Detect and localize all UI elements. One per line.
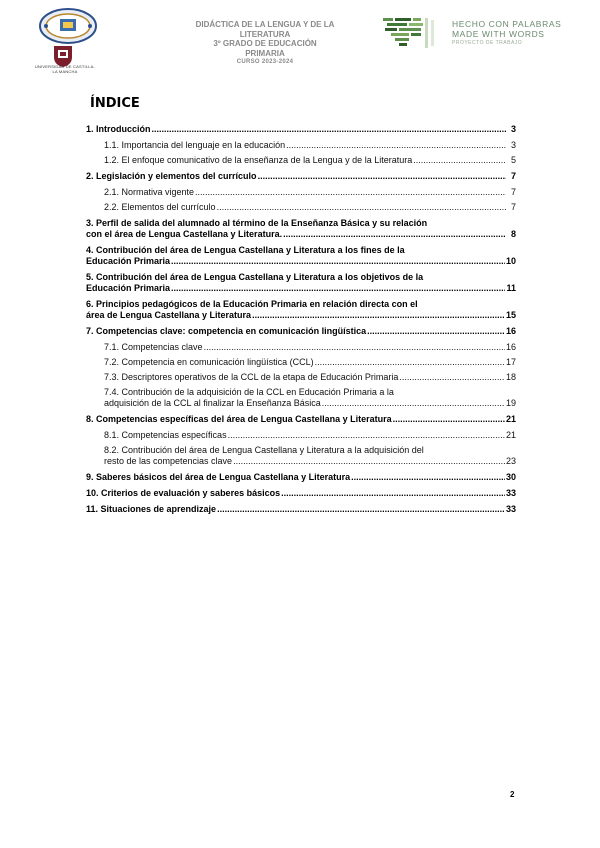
toc-page-number: 19 xyxy=(505,398,516,408)
toc-entry-text: 1. Introducción xyxy=(86,124,151,134)
toc-entry-text: 1.1. Importancia del lenguaje en la educación xyxy=(104,140,286,150)
page-header xyxy=(0,6,600,86)
toc-entry-row xyxy=(104,187,516,198)
toc-subsection[interactable] xyxy=(86,357,516,368)
dot-leader xyxy=(233,456,505,467)
dot-leader xyxy=(171,256,505,267)
toc-entry-row xyxy=(86,124,516,135)
toc-section[interactable] xyxy=(86,245,516,267)
page-number: 2 xyxy=(510,790,515,799)
toc-section[interactable] xyxy=(86,124,516,135)
toc-entry-text: adquisición de la CCL al finalizar la Enseñanza Básica xyxy=(104,398,321,408)
toc-entry-row xyxy=(86,229,516,240)
toc-page-number: 30 xyxy=(505,472,516,482)
toc-entry-row xyxy=(86,472,516,483)
dot-leader xyxy=(195,187,506,198)
toc-entry-row xyxy=(86,171,516,182)
toc-entry-text: 2.1. Normativa vigente xyxy=(104,187,195,197)
toc-entry-text: 7.3. Descriptores operativos de la CCL de la etapa de Educación Primaria xyxy=(104,372,399,382)
toc-entry-text: Educación Primaria xyxy=(86,283,171,293)
toc-subsection[interactable] xyxy=(86,140,516,151)
toc-page-number: 23 xyxy=(505,456,516,466)
toc-section[interactable] xyxy=(86,299,516,321)
dot-leader xyxy=(204,342,505,353)
toc-entry-row xyxy=(104,342,516,353)
toc-page-number: 33 xyxy=(505,504,516,514)
toc-entry-text-first-line: 3. Perfil de salida del alumnado al término de la Enseñanza Básica y su relación xyxy=(86,218,428,228)
toc-page-number: 18 xyxy=(505,372,516,382)
toc-entry-text: 7.2. Competencia en comunicación lingüística (CCL) xyxy=(104,357,314,367)
dot-leader xyxy=(399,372,505,383)
dot-leader xyxy=(258,171,506,182)
dot-leader xyxy=(252,310,505,321)
word-cloud-icon xyxy=(381,16,441,50)
toc-page-number: 16 xyxy=(505,326,516,336)
toc-entry-text: con el área de Lengua Castellana y Literatura. xyxy=(86,229,283,239)
toc-entry-text: 7.1. Competencias clave xyxy=(104,342,203,352)
toc-entry-text-first-line: 4. Contribución del área de Lengua Castellana y Literatura a los fines de la xyxy=(86,245,405,255)
toc-entry-text: Educación Primaria xyxy=(86,256,171,266)
dot-leader xyxy=(281,488,505,499)
university-caption: UNIVERSIDAD DE CASTILLA-LA MANCHA xyxy=(34,64,96,74)
brand-line: MADE WITH WORDS xyxy=(452,28,545,39)
toc-section[interactable] xyxy=(86,488,516,499)
toc-entry-text: 8. Competencias específicas del área de Lengua Castellana y Literatura xyxy=(86,414,392,424)
toc-page-number: 10 xyxy=(505,256,516,266)
toc-subsection[interactable] xyxy=(86,202,516,213)
toc-entry-row xyxy=(86,256,516,267)
toc-page-number: 7 xyxy=(510,202,516,212)
index-title: ÍNDICE xyxy=(90,96,140,111)
dot-leader xyxy=(413,155,506,166)
toc-page-number: 7 xyxy=(510,171,516,181)
toc-entry-row xyxy=(104,372,516,383)
toc-section[interactable] xyxy=(86,218,516,240)
toc-entry-row xyxy=(104,155,516,166)
dot-leader xyxy=(286,140,506,151)
toc-entry-row xyxy=(86,504,516,515)
toc-entry-text: 1.2. El enfoque comunicativo de la enseñanza de la Lengua y de la Literatura xyxy=(104,155,413,165)
toc-entry-row xyxy=(86,488,516,499)
toc-section[interactable] xyxy=(86,171,516,182)
course-line: DIDÁCTICA DE LA LENGUA Y DE LA xyxy=(195,20,335,29)
dot-leader xyxy=(322,398,505,409)
toc-entry-text-first-line: 8.2. Contribución del área de Lengua Castellana y Literatura a la adquisición del xyxy=(104,445,424,455)
toc-subsection[interactable] xyxy=(86,155,516,166)
toc-entry-text: 2. Legislación y elementos del currículo xyxy=(86,171,257,181)
course-line: LITERATURA xyxy=(239,29,291,39)
toc-subsection[interactable] xyxy=(86,342,516,353)
project-logo-mark xyxy=(381,16,441,50)
dot-leader xyxy=(283,229,506,240)
toc-page-number: 3 xyxy=(510,124,516,134)
toc-page-number: 5 xyxy=(510,155,516,165)
course-year: CURSO 2023-2024 xyxy=(236,59,294,65)
toc-subsection[interactable] xyxy=(86,387,516,409)
toc-page-number: 11 xyxy=(506,283,516,293)
toc-entry-text: resto de las competencias clave xyxy=(104,456,233,466)
toc-entry-text: 2.2. Elementos del currículo xyxy=(104,202,216,212)
toc-entry-row xyxy=(104,430,516,441)
toc-entry-row xyxy=(104,140,516,151)
toc-entry-text: área de Lengua Castellana y Literatura xyxy=(86,310,252,320)
dot-leader xyxy=(367,326,505,337)
toc-entry-row xyxy=(86,310,516,321)
toc-entry-row xyxy=(104,202,516,213)
toc-page-number: 21 xyxy=(505,414,516,424)
dot-leader xyxy=(152,124,506,135)
toc-section[interactable] xyxy=(86,414,516,425)
toc-subsection[interactable] xyxy=(86,445,516,467)
dot-leader xyxy=(228,430,505,441)
dot-leader xyxy=(217,202,506,213)
toc-entry-text: 11. Situaciones de aprendizaje xyxy=(86,504,217,514)
toc-page-number: 17 xyxy=(505,357,516,367)
toc-subsection[interactable] xyxy=(86,372,516,383)
course-line: PRIMARIA xyxy=(245,48,285,58)
toc-page-number: 3 xyxy=(510,140,516,150)
course-line: 3º GRADO DE EDUCACIÓN xyxy=(213,39,317,48)
dot-leader xyxy=(171,283,505,294)
table-of-contents xyxy=(86,124,516,515)
toc-subsection[interactable] xyxy=(86,430,516,441)
toc-page-number: 8 xyxy=(510,229,516,239)
toc-entry-text: 10. Criterios de evaluación y saberes básicos xyxy=(86,488,281,498)
toc-entry-text: 9. Saberes básicos del área de Lengua Castellana y Literatura xyxy=(86,472,351,482)
toc-subsection[interactable] xyxy=(86,187,516,198)
toc-section[interactable] xyxy=(86,326,516,337)
toc-page-number: 33 xyxy=(505,488,516,498)
toc-entry-text-first-line: 7.4. Contribución de la adquisición de la CCL en Educación Primaria a la xyxy=(104,387,394,397)
toc-entry-row xyxy=(104,456,516,467)
project-brand xyxy=(452,20,592,49)
toc-section[interactable] xyxy=(86,472,516,483)
toc-entry-row xyxy=(104,357,516,368)
toc-page-number: 7 xyxy=(510,187,516,197)
toc-entry-row xyxy=(86,414,516,425)
course-title xyxy=(160,20,370,68)
toc-entry-row xyxy=(86,283,516,294)
toc-section[interactable] xyxy=(86,272,516,294)
brand-line: HECHO CON PALABRAS xyxy=(452,19,562,29)
toc-entry-text: 8.1. Competencias específicas xyxy=(104,430,227,440)
dot-leader xyxy=(315,357,505,368)
toc-page-number: 16 xyxy=(505,342,516,352)
brand-subline: PROYECTO DE TRABAJO xyxy=(452,40,523,46)
toc-entry-row xyxy=(104,398,516,409)
toc-entry-text-first-line: 6. Principios pedagógicos de la Educación Primaria en relación directa con el xyxy=(86,299,418,309)
school-crest-icon xyxy=(36,8,100,48)
toc-entry-row xyxy=(86,326,516,337)
toc-entry-text-first-line: 5. Contribución del área de Lengua Castellana y Literatura a los objetivos de la xyxy=(86,272,424,282)
toc-page-number: 15 xyxy=(505,310,516,320)
dot-leader xyxy=(217,504,505,515)
dot-leader xyxy=(393,414,505,425)
dot-leader xyxy=(351,472,505,483)
toc-page-number: 21 xyxy=(505,430,516,440)
toc-entry-text: 7. Competencias clave: competencia en comunicación lingüística xyxy=(86,326,367,336)
toc-section[interactable] xyxy=(86,504,516,515)
